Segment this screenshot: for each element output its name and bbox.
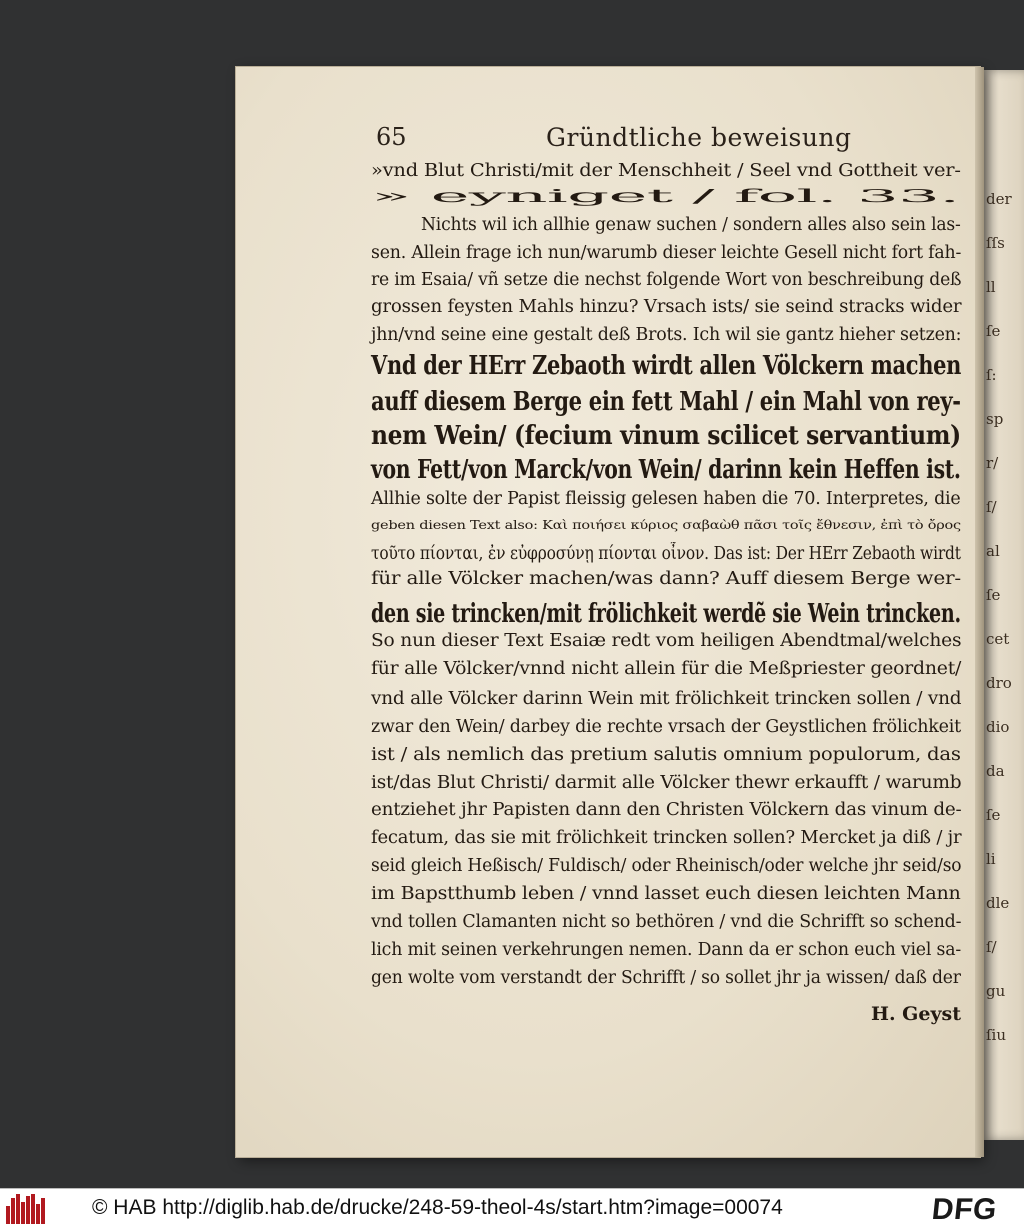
neighbour-page-fragment: li xyxy=(986,850,996,868)
text-line: seid gleich Heßisch/ Fuldisch/ oder Rheinisch/oder welche jhr seid/so xyxy=(371,856,962,876)
text-line: Vnd der HErr Zebaoth wirdt allen Völckern machen xyxy=(371,351,962,381)
running-head xyxy=(376,123,976,159)
neighbour-page-fragment: sp xyxy=(986,410,1004,428)
neighbour-page-fragment: dio xyxy=(986,718,1010,736)
text-line: jhn/vnd seine eine gestalt deß Brots. Ich wil sie gantz hieher setzen: xyxy=(371,325,962,345)
neighbour-page-fragment: ſe xyxy=(986,586,1001,604)
neighbour-page-fragment: der xyxy=(986,190,1012,208)
page-number: 65 xyxy=(376,123,407,151)
page-heading: Gründtliche beweisung xyxy=(546,123,852,152)
footer-bar xyxy=(0,1188,1024,1229)
text-line: sen. Allein frage ich nun/warumb dieser leichte Gesell nicht fort fah- xyxy=(371,243,962,263)
neighbour-page-fragment: ſ/ xyxy=(986,938,997,956)
text-line: im Bapstthumb leben / vnnd lasset euch diesen leichten Mann xyxy=(371,884,961,904)
neighbour-page-fragment: ſ: xyxy=(986,366,997,384)
text-line: ist / als nemlich das pretium salutis omnium populorum, das xyxy=(371,745,961,765)
catchword: H. Geyst xyxy=(871,1003,962,1025)
logo-bar xyxy=(16,1194,20,1224)
text-line: vnd tollen Clamanten nicht so bethören / vnd die Schrifft so schend- xyxy=(371,912,962,932)
text-line: nem Wein/ (fecium vinum scilicet servantium) xyxy=(371,421,961,451)
neighbour-page-fragment: ſſs xyxy=(986,234,1005,252)
neighbour-page-fragment: ſiu xyxy=(986,1026,1007,1044)
hab-logo-icon[interactable] xyxy=(6,1194,48,1224)
neighbour-page-fragment: cet xyxy=(986,630,1010,648)
text-line: »vnd Blut Christi/mit der Menschheit / Seel vnd Gottheit ver- xyxy=(371,161,961,181)
copyright-link[interactable]: © HAB http://diglib.hab.de/drucke/248-59-theol-4s/start.htm?image=00074 xyxy=(92,1196,783,1219)
neighbour-page-fragment: dro xyxy=(986,674,1012,692)
neighbour-page-fragment: ll xyxy=(986,278,996,296)
logo-bar xyxy=(21,1202,25,1224)
text-line: re im Esaia/ vñ setze die nechst folgende Wort von beschreibung deß xyxy=(371,270,962,290)
text-line: auff diesem Berge ein fett Mahl / ein Mahl von rey- xyxy=(371,387,961,417)
text-line: So nun dieser Text Esaiæ redt vom heiligen Abendtmal/welches xyxy=(371,631,962,651)
text-line: Allhie solte der Papist fleissig gelesen haben die 70. Interpretes, die xyxy=(371,489,961,509)
neighbour-page-fragment: al xyxy=(986,542,1000,560)
text-line: gen wolte vom verstandt der Schrifft / so sollet jhr ja wissen/ daß der xyxy=(371,968,961,988)
logo-bar xyxy=(31,1194,35,1224)
text-line: fecatum, das sie mit frölichkeit trincken sollen? Mercket ja diß / jr xyxy=(371,828,962,848)
neighbour-page-fragment: ſ/ xyxy=(986,498,997,516)
neighbour-page-fragment: r/ xyxy=(986,454,999,472)
text-line: zwar den Wein/ darbey die rechte vrsach der Geystlichen frölichkeit xyxy=(371,717,961,737)
neighbour-page-fragment: dle xyxy=(986,894,1010,912)
text-line: Nichts wil ich allhie genaw suchen / sondern alles also sein las- xyxy=(421,215,961,235)
logo-bar xyxy=(26,1196,30,1224)
neighbour-page-fragment: gu xyxy=(986,982,1006,1000)
text-line: τοῦτο πίονται, ἐν εὐφροσύνῃ πίονται οἶνον. Das ist: Der HErr Zebaoth wirdt xyxy=(371,544,961,564)
logo-bar xyxy=(41,1198,45,1224)
dfg-logo[interactable]: DFG xyxy=(930,1193,999,1226)
text-line: von Fett/von Marck/von Wein/ darinn kein Heffen ist. xyxy=(371,455,961,485)
text-line: für alle Völcker/vnnd nicht allein für die Meßpriester geordnet/ xyxy=(371,659,962,679)
text-line: ist/das Blut Christi/ darmit alle Völcker thewr erkaufft / warumb xyxy=(371,773,962,793)
text-line: geben diesen Text also: Καὶ ποιήσει κύριος σαβαὼθ πᾶσι τοῖς ἔθνεσιν, ἐπὶ τὸ ὄρος xyxy=(371,517,961,532)
logo-bar xyxy=(6,1206,10,1224)
text-line: vnd alle Völcker darinn Wein mit frölichkeit trincken sollen / vnd xyxy=(371,689,962,709)
text-line: den sie trincken/mit frölichkeit werdẽ sie Wein trincken. xyxy=(371,599,961,629)
text-line: lich mit seinen verkehrungen nemen. Dann da er schon euch viel sa- xyxy=(371,940,961,960)
neighbouring-page-strip xyxy=(982,70,1024,1140)
text-line: für alle Völcker machen/was dann? Auff diesem Berge wer- xyxy=(371,569,961,589)
text-line: grossen feysten Mahls hinzu? Vrsach ists/ sie seind stracks wider xyxy=(371,297,962,317)
neighbour-page-fragment: ſe xyxy=(986,806,1001,824)
logo-bar xyxy=(36,1204,40,1224)
page-edge xyxy=(975,67,984,1157)
scanned-page xyxy=(236,67,980,1157)
text-line: entziehet jhr Papisten dann den Christen Völckern das vinum de- xyxy=(371,800,962,820)
text-line: » eyniget / fol. 33. xyxy=(371,187,960,207)
neighbour-page-fragment: da xyxy=(986,762,1005,780)
neighbour-page-fragment: ſe xyxy=(986,322,1001,340)
logo-bar xyxy=(11,1198,15,1224)
